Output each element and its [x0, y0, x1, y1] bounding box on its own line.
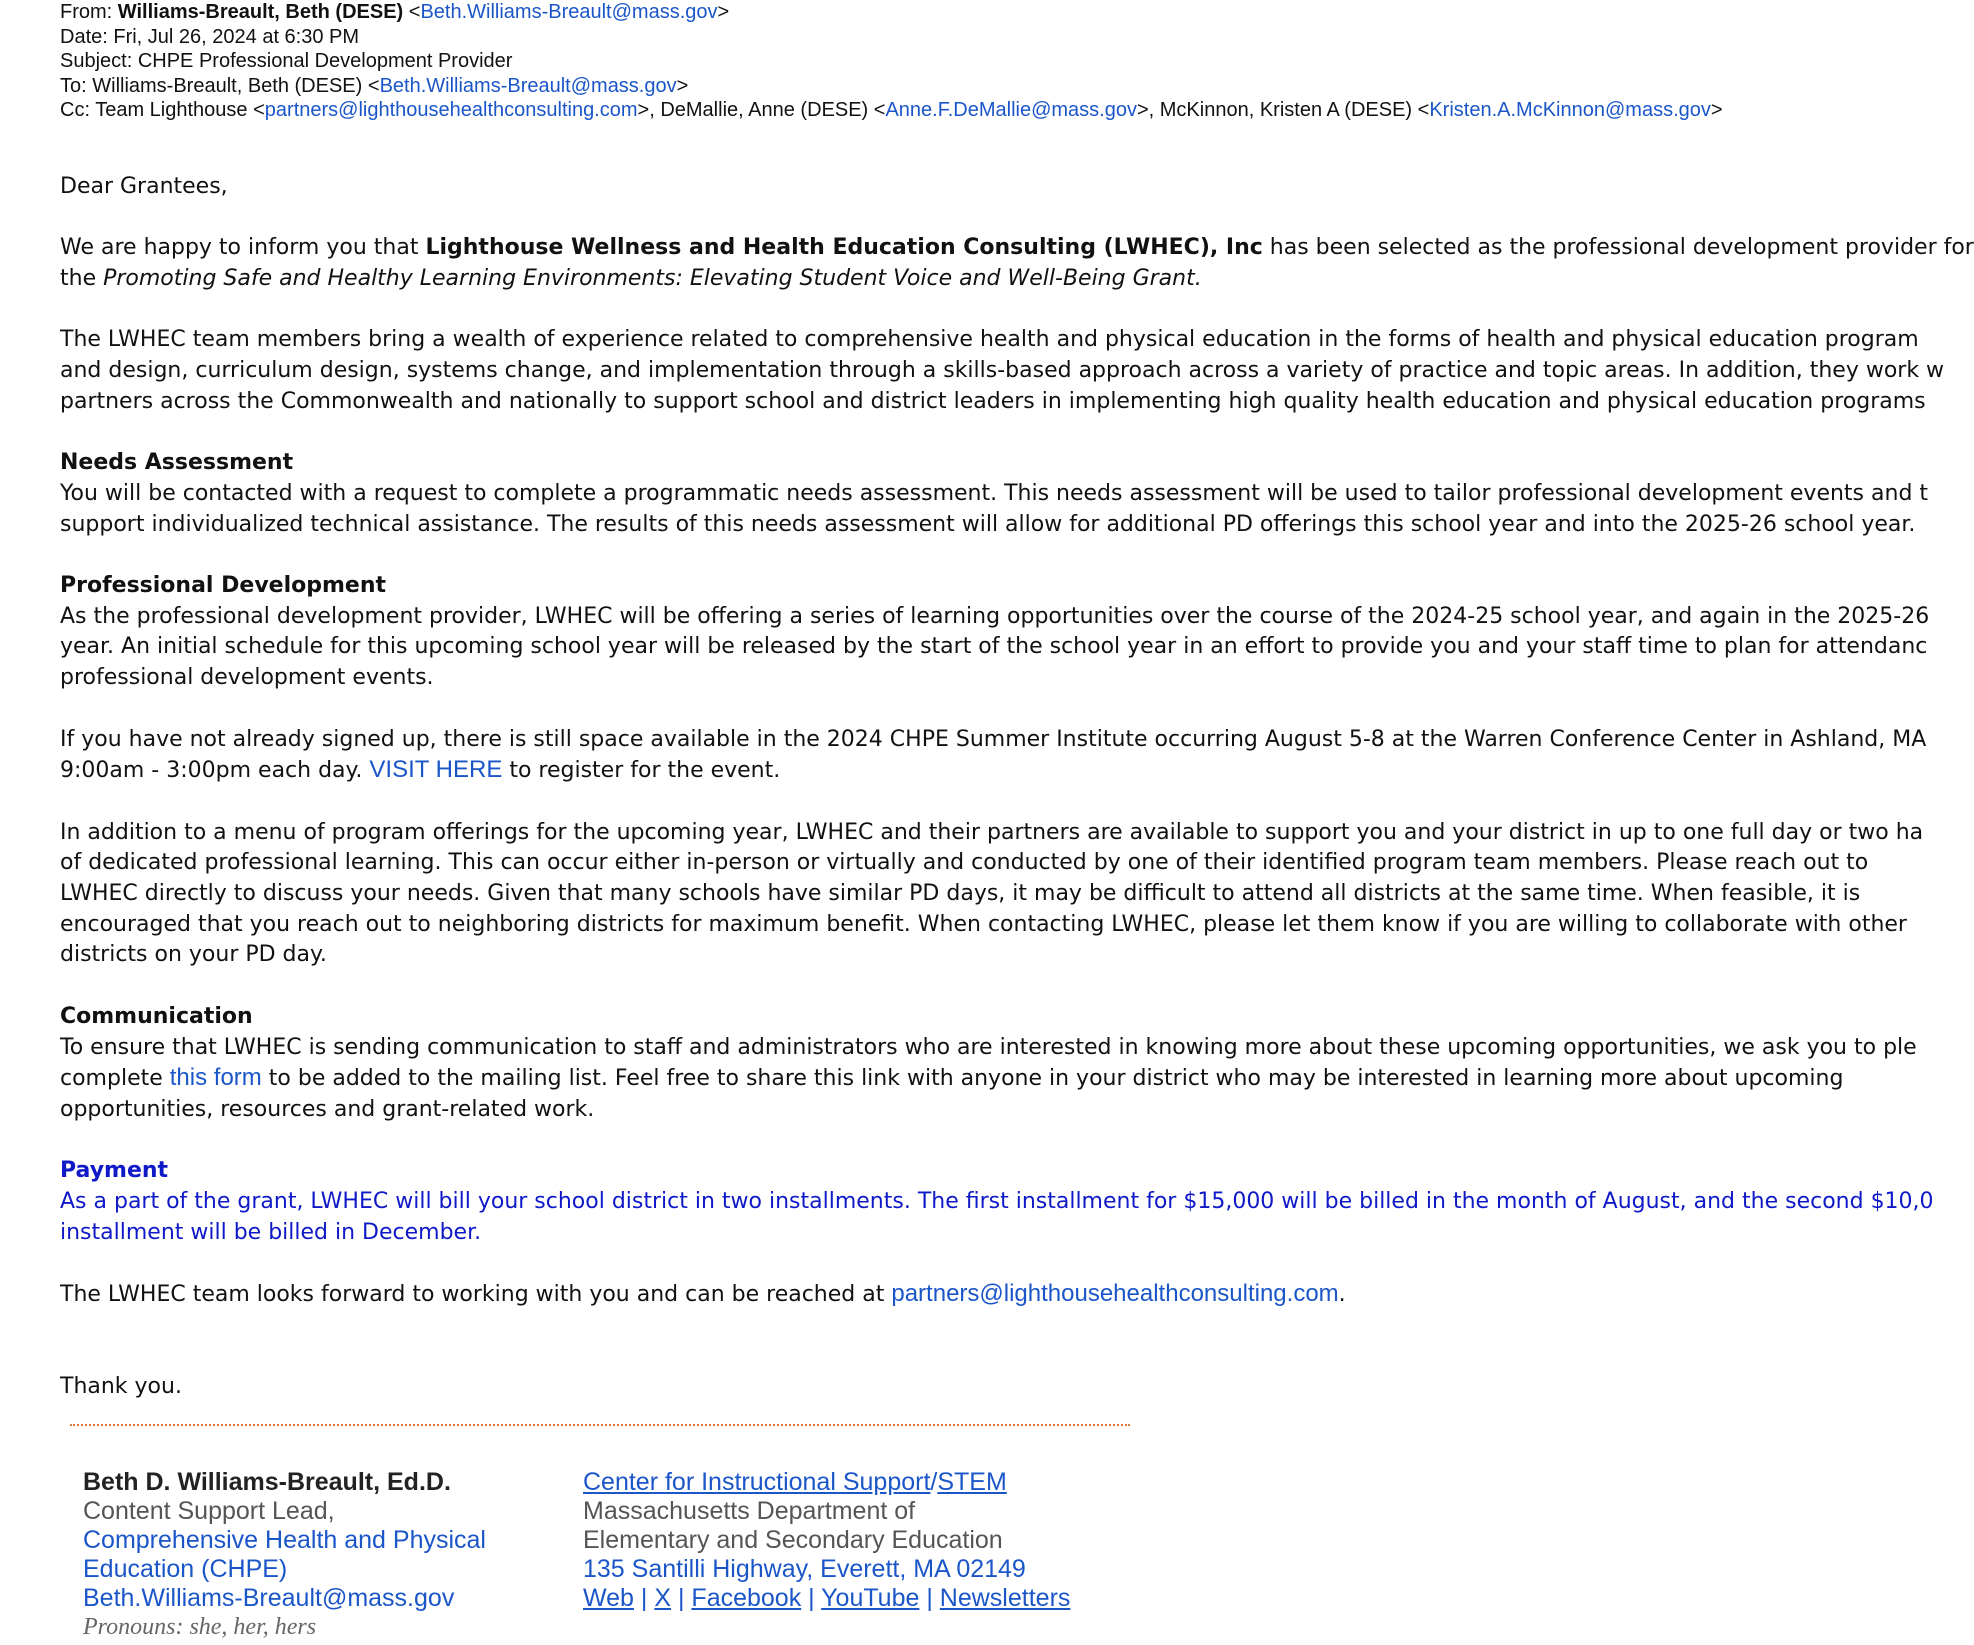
addition-line-4: encouraged that you reach out to neighboring districts for maximum benefit. When contacting LWHEC, please let them know if you are willing to collaborate with other [60, 911, 1907, 937]
visit-here-link[interactable]: VISIT HERE [369, 756, 503, 784]
closing-line [60, 1279, 1830, 1311]
link-separator: | [671, 1584, 692, 1612]
comm-text-a: complete [60, 1066, 170, 1092]
pd-line-2: year. An initial schedule for this upcoming school year will be released by the start of the school year in an effort to provide you and your staff time to plan for attendanc [60, 634, 1928, 660]
cc-3-email-link[interactable]: Kristen.A.McKinnon@mass.gov [1429, 99, 1711, 121]
payment-heading-text: Payment [60, 1158, 169, 1184]
intro-line-1 [60, 233, 1974, 264]
comm-line-2 [60, 1063, 1844, 1095]
signature-program-line-2: Education (CHPE) [83, 1555, 288, 1583]
center-link[interactable]: Center for Instructional Support [583, 1468, 931, 1496]
institute-line-2 [60, 755, 1830, 787]
cc-1-email-link[interactable]: partners@lighthousehealthconsulting.com [264, 99, 638, 121]
cc-2-name: DeMallie, Anne (DESE) [660, 99, 869, 121]
from-email-link[interactable]: Beth.Williams-Breault@mass.gov [420, 1, 718, 23]
signature-divider [70, 1424, 1130, 1426]
intro-line-2 [60, 264, 1830, 295]
email-headers [60, 0, 1840, 123]
intro-org-name: Lighthouse Wellness and Health Education Consulting (LWHEC), Inc [425, 235, 1263, 261]
signature-name: Beth D. Williams-Breault, Ed.D. [83, 1468, 451, 1496]
greeting: Dear Grantees, [60, 174, 228, 199]
pd-line-3: professional development events. [60, 665, 434, 691]
cc-2-email-link[interactable]: Anne.F.DeMallie@mass.gov [885, 99, 1137, 121]
comm-heading-text: Communication [60, 1003, 253, 1029]
intro-text-a: We are happy to inform you that [60, 235, 426, 261]
grant-name: Promoting Safe and Healthy Learning Environments: Elevating Student Voice and Well-Being Grant. [103, 266, 1202, 292]
cc-3-name: McKinnon, Kristen A (DESE) [1159, 99, 1413, 121]
addition-line-2: of dedicated professional learning. This can occur either in-person or virtually and conducted by one of their identified program team members. Please reach out to [60, 850, 1869, 876]
web-link[interactable]: Web [583, 1584, 634, 1612]
team-line-3: partners across the Commonwealth and nationally to support school and district leaders in implementing high quality health education and physical education programs [60, 388, 1926, 414]
team-line-2: and design, curriculum design, systems change, and implementation through a skills-based approach across a variety of practice and topic areas. In addition, they work w [60, 358, 1945, 384]
from-row: From: Williams-Breault, Beth (DESE) <Beth.Williams-Breault@mass.gov> [60, 1, 730, 23]
intro-text-b: has been selected as the professional development provider for [1262, 235, 1974, 261]
to-label: To: [60, 74, 93, 97]
center-slash: / [930, 1468, 938, 1496]
to-row: To: Williams-Breault, Beth (DESE) <Beth.Williams-Breault@mass.gov> [60, 74, 689, 97]
subject-row [60, 49, 1840, 74]
from-label: From: [60, 1, 118, 23]
thanks: Thank you. [60, 1374, 182, 1400]
this-form-link[interactable]: this form [169, 1064, 262, 1092]
comm-line-1: To ensure that LWHEC is sending communication to staff and administrators who are interested in knowing more about these upcoming opportunities, we ask you to ple [60, 1034, 1917, 1060]
signature-social-links [583, 1584, 1183, 1613]
date-value: Fri, Jul 26, 2024 at 6:30 PM [113, 25, 360, 48]
signature-dept-line-2: Elementary and Secondary Education [583, 1526, 1003, 1554]
needs-line-1: You will be contacted with a request to complete a programmatic needs assessment. This needs assessment will be used to tailor professional development events and t [60, 480, 1929, 506]
signature-left [83, 1468, 583, 1642]
needs-heading-text: Needs Assessment [60, 450, 294, 476]
comm-text-b: to be added to the mailing list. Feel free to share this link with anyone in your district who may be interested in learning more about upcoming [261, 1066, 1844, 1092]
subject-label: Subject: [60, 50, 138, 72]
subject-value: CHPE Professional Development Provider [137, 50, 513, 72]
addition-line-5: districts on your PD day. [60, 942, 327, 968]
partners-email-link[interactable]: partners@lighthousehealthconsulting.com [891, 1280, 1339, 1308]
addition-line-1: In addition to a menu of program offerings for the upcoming year, LWHEC and their partners are available to support you and your district in up to one full day or two ha [60, 819, 1924, 845]
to-name: Williams-Breault, Beth (DESE) [92, 74, 363, 97]
link-separator: | [633, 1584, 655, 1612]
pd-line-1: As the professional development provider, LWHEC will be offering a series of learning opportunities over the course of the 2024-25 school year, and again in the 2025-26 [60, 603, 1930, 629]
signature-right [583, 1468, 1183, 1613]
newsletters-link[interactable]: Newsletters [939, 1584, 1071, 1612]
signature-dept-line-1: Massachusetts Department of [583, 1497, 916, 1525]
signature-email-link[interactable]: Beth.Williams-Breault@mass.gov [83, 1584, 455, 1612]
stem-link[interactable]: STEM [937, 1468, 1007, 1496]
institute-text-b: to register for the event. [502, 758, 781, 784]
date-row [60, 25, 1840, 50]
institute-line-1: If you have not already signed up, there is still space available in the 2024 CHPE Summer Institute occurring August 5-8 at the Warren Conference Center in Ashland, MA [60, 726, 1927, 752]
youtube-link[interactable]: YouTube [821, 1584, 920, 1612]
intro-text-c: the [60, 266, 104, 292]
needs-line-2: support individualized technical assistance. The results of this needs assessment will allow for additional PD offerings this school year and into the 2025-26 school year. [60, 511, 1916, 537]
payment-line-1: As a part of the grant, LWHEC will bill your school district in two installments. The first installment for $15,000 will be billed in the month of August, and the second $10,0 [60, 1189, 1934, 1215]
facebook-link[interactable]: Facebook [691, 1584, 802, 1612]
signature-center-row [583, 1468, 1183, 1497]
payment-line-2: installment will be billed in December. [60, 1219, 482, 1245]
signature-role: Content Support Lead, [83, 1497, 335, 1525]
cc-1-name: Team Lighthouse [95, 99, 248, 121]
cc-row: Cc: Team Lighthouse <partners@lighthousehealthconsulting.com>, DeMallie, Anne (DESE) <Anne.F.DeMallie@mass.gov>, McKinnon, Kristen A (DESE) <Kristen.A.McKinnon@mass.gov> [60, 99, 1723, 121]
signature-program-line-1: Comprehensive Health and Physical [83, 1526, 486, 1554]
date-label: Date: [60, 25, 114, 48]
addition-line-3: LWHEC directly to discuss your needs. Given that many schools have similar PD days, it may be difficult to attend all districts at the same time. When feasible, it is [60, 881, 1861, 907]
pd-heading [60, 571, 1830, 602]
institute-text-a: 9:00am - 3:00pm each day. [60, 758, 370, 784]
team-line-1: The LWHEC team members bring a wealth of experience related to comprehensive health and physical education in the forms of health and physical education program [60, 327, 1919, 353]
signature-pronouns: Pronouns: she, her, hers [83, 1614, 317, 1640]
closing-text-a: The LWHEC team looks forward to working with you and can be reached at [60, 1282, 892, 1308]
from-name: Williams-Breault, Beth (DESE) [117, 1, 404, 23]
link-separator: | [801, 1584, 822, 1612]
needs-heading [60, 448, 1830, 479]
comm-line-3: opportunities, resources and grant-related work. [60, 1096, 595, 1122]
to-email-link[interactable]: Beth.Williams-Breault@mass.gov [379, 74, 677, 97]
signature-address: 135 Santilli Highway, Everett, MA 02149 [583, 1555, 1026, 1583]
email-body [60, 172, 1974, 1403]
payment-heading [60, 1156, 1830, 1187]
x-link[interactable]: X [654, 1584, 672, 1612]
comm-heading [60, 1002, 1830, 1033]
cc-label: Cc: [60, 99, 96, 121]
pd-heading-text: Professional Development [60, 573, 387, 599]
link-separator: | [919, 1584, 940, 1612]
closing-text-b: . [1338, 1282, 1346, 1308]
